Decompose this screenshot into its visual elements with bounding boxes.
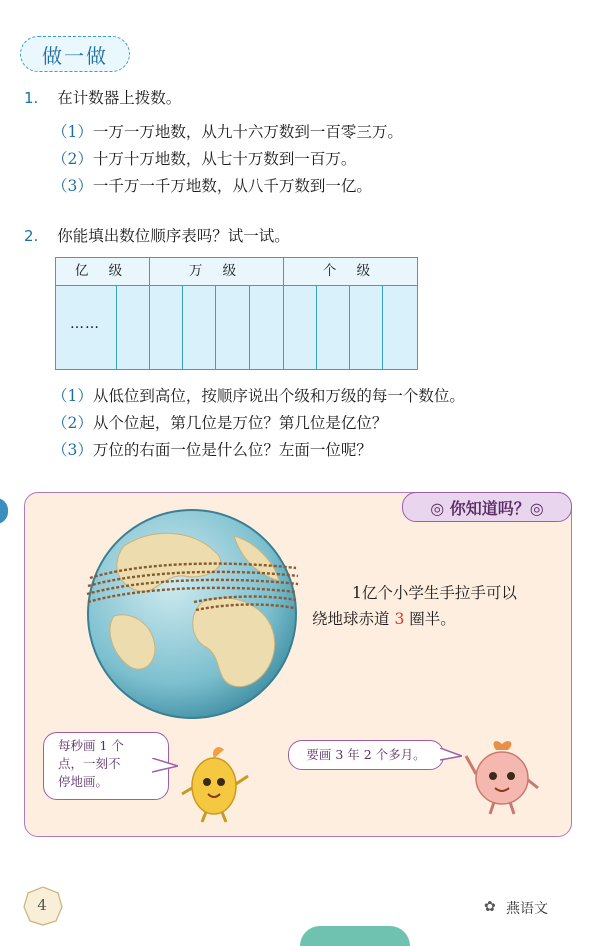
question-1-number: 1.	[24, 89, 39, 107]
q1-item-3-label: （3）	[52, 177, 93, 195]
table-cell	[183, 286, 216, 369]
section-title: 做一做	[42, 43, 108, 68]
q1-item-1-label: （1）	[52, 123, 93, 141]
q2-item-2	[52, 411, 387, 433]
fact-line-2-suffix: 圈半。	[404, 610, 456, 628]
q2-item-1-label: （1）	[52, 387, 93, 405]
q1-item-3	[52, 174, 372, 196]
bottom-decoration	[300, 926, 410, 946]
q2-item-3-label: （3）	[52, 441, 93, 459]
fact-line-2-prefix: 绕地球赤道	[312, 610, 395, 628]
globe-illustration	[84, 506, 300, 722]
bubble-left-line-2: 点，一刻不	[58, 756, 121, 771]
q1-item-2-text: 十万十万地数，从七十万数到一百万。	[92, 150, 357, 168]
question-1	[24, 86, 181, 108]
bubble-right-text: 要画 3 年 2 个多月。	[306, 747, 426, 762]
fact-line-1: 1亿个小学生手拉手可以	[352, 584, 517, 602]
table-cell	[350, 286, 383, 369]
did-you-know-title: ◎ 你知道吗？◎	[430, 498, 544, 518]
speech-tail-right	[440, 748, 462, 762]
q1-item-2-label: （2）	[52, 150, 93, 168]
table-cell	[284, 286, 317, 369]
q1-item-1	[52, 120, 403, 142]
q1-item-2	[52, 147, 356, 169]
speech-bubble-left	[43, 732, 169, 800]
table-cell	[383, 286, 417, 369]
q1-item-3-text: 一千万一千万地数，从八千万数到一亿。	[92, 177, 372, 195]
page-number: 4	[37, 896, 47, 914]
brand-watermark: 燕语文	[506, 901, 548, 917]
q2-item-2-label: （2）	[52, 414, 93, 432]
section-title-badge	[20, 36, 130, 72]
wechat-icon: ✿	[484, 899, 496, 915]
bubble-left-line-1: 每秒画 1 个	[58, 738, 124, 753]
q2-item-2-text: 从个位起，第几位是万位？第几位是亿位？	[92, 414, 388, 432]
fact-line-2	[312, 606, 456, 632]
question-2-text: 你能填出数位顺序表吗？试一试。	[57, 227, 290, 245]
q1-item-1-text: 一万一万地数，从九十六万数到一百零三万。	[92, 123, 403, 141]
table-ellipsis: ……	[70, 316, 100, 332]
table-cell	[150, 286, 183, 369]
pink-mascot-character	[462, 734, 542, 816]
table-header-ge: 个 级	[322, 263, 379, 279]
place-value-table	[55, 257, 418, 370]
did-you-know-tag	[402, 492, 572, 522]
table-cell	[250, 286, 284, 369]
q2-item-1-text: 从低位到高位，按顺序说出个级和万级的每一个数位。	[92, 387, 465, 405]
q2-item-3-text: 万位的右面一位是什么位？左面一位呢？	[92, 441, 372, 459]
table-header-row	[56, 258, 417, 286]
table-cell	[216, 286, 250, 369]
question-2-number: 2.	[24, 227, 39, 245]
table-cell	[117, 286, 150, 369]
yellow-mascot-character	[180, 742, 252, 824]
page-edge-tab	[0, 498, 8, 524]
speech-bubble-right	[288, 740, 444, 770]
question-1-text: 在计数器上拨数。	[57, 89, 182, 107]
speech-tail-left	[152, 758, 178, 774]
question-2	[24, 224, 290, 246]
table-header-wan: 万 级	[150, 258, 284, 285]
q2-item-3	[52, 438, 372, 460]
bubble-left-line-3: 停地画。	[58, 774, 109, 789]
table-cell	[317, 286, 350, 369]
table-header-yi: 亿 级	[56, 258, 150, 285]
q2-item-1	[52, 384, 465, 406]
fact-highlight-number: 3	[394, 610, 405, 628]
